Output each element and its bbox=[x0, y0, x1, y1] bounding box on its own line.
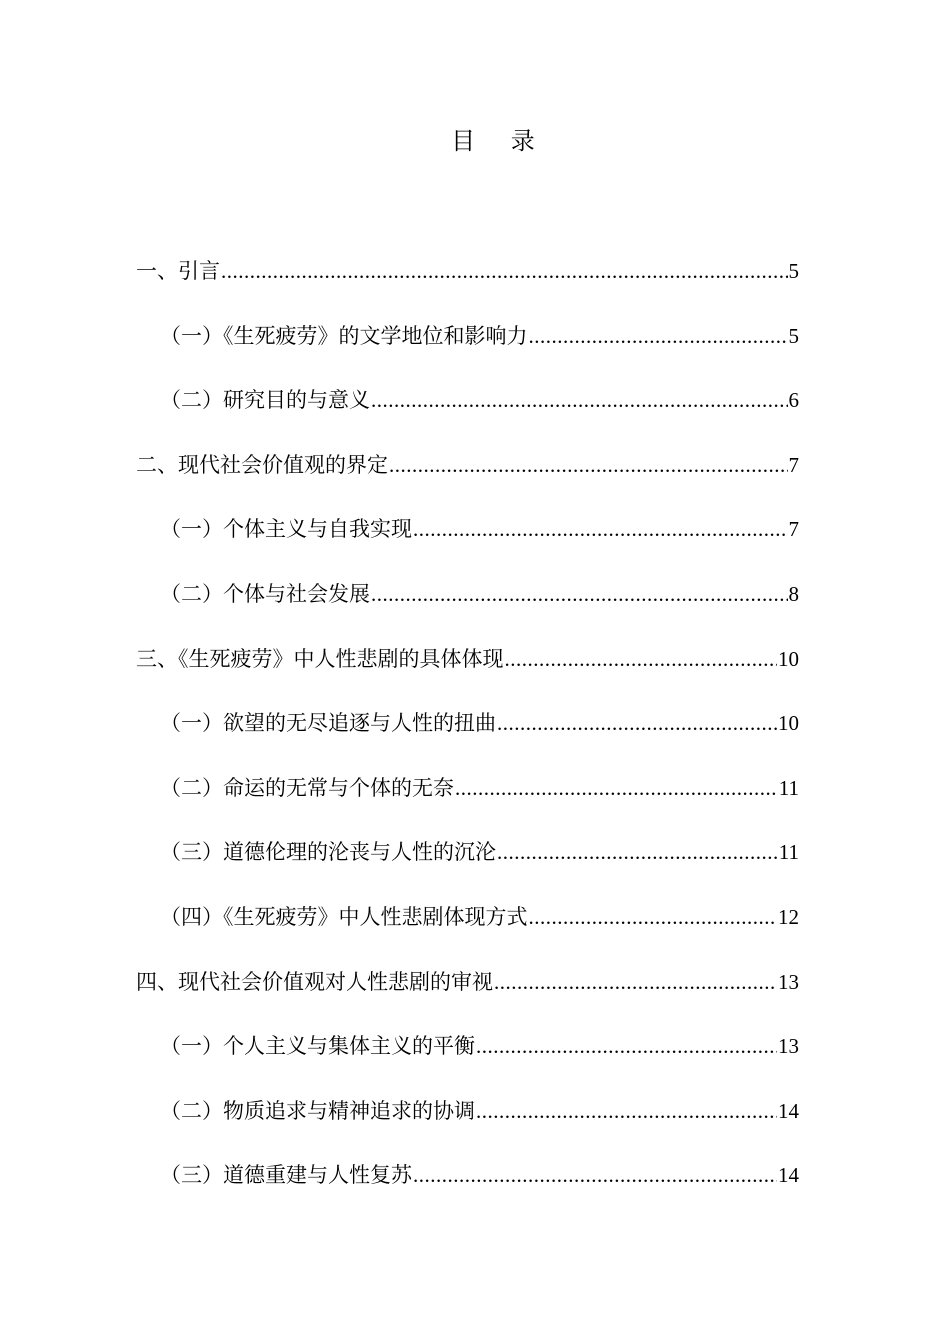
toc-entry-literary-status[interactable] bbox=[136, 318, 799, 383]
toc-dot-leader bbox=[371, 576, 788, 612]
toc-list bbox=[136, 253, 799, 1222]
toc-entry-moral-decline[interactable] bbox=[136, 834, 799, 899]
toc-entry-label: （一）个人主义与集体主义的平衡 bbox=[160, 1034, 475, 1059]
toc-entry-page: 10 bbox=[778, 711, 799, 736]
toc-entry-label: （三）道德重建与人性复苏 bbox=[160, 1163, 412, 1188]
toc-entry-label: 三、《生死疲劳》中人性悲剧的具体体现 bbox=[136, 646, 504, 671]
toc-entry-page: 10 bbox=[778, 646, 799, 671]
toc-entry-page: 5 bbox=[788, 323, 799, 348]
toc-dot-leader bbox=[413, 1157, 777, 1193]
toc-dot-leader bbox=[494, 964, 777, 1000]
toc-entry-label: （一）个体主义与自我实现 bbox=[160, 517, 412, 542]
toc-entry-page: 14 bbox=[778, 1163, 799, 1188]
toc-entry-fate[interactable] bbox=[136, 770, 799, 835]
toc-entry-values-review[interactable] bbox=[136, 964, 799, 1029]
toc-entry-page: 14 bbox=[778, 1098, 799, 1123]
toc-entry-page: 8 bbox=[788, 581, 799, 606]
toc-dot-leader bbox=[529, 318, 788, 354]
toc-entry-intro[interactable] bbox=[136, 253, 799, 318]
toc-entry-label: 一、引言 bbox=[136, 259, 220, 283]
toc-dot-leader bbox=[476, 1028, 777, 1064]
toc-entry-label: 四、现代社会价值观对人性悲剧的审视 bbox=[136, 969, 493, 994]
toc-entry-balance[interactable] bbox=[136, 1028, 799, 1093]
toc-dot-leader bbox=[529, 899, 778, 935]
toc-entry-page: 7 bbox=[788, 452, 799, 477]
toc-entry-desire[interactable] bbox=[136, 705, 799, 770]
toc-entry-label: （二）研究目的与意义 bbox=[160, 388, 370, 413]
toc-dot-leader bbox=[413, 511, 788, 547]
toc-dot-leader bbox=[389, 447, 788, 483]
toc-dot-leader bbox=[505, 641, 778, 677]
toc-dot-leader bbox=[371, 382, 788, 418]
toc-entry-label: （二）命运的无常与个体的无奈 bbox=[160, 775, 454, 800]
toc-entry-research-purpose[interactable] bbox=[136, 382, 799, 447]
toc-entry-tragedy-manifestation[interactable] bbox=[136, 641, 799, 706]
toc-entry-individualism[interactable] bbox=[136, 511, 799, 576]
toc-entry-social-development[interactable] bbox=[136, 576, 799, 641]
toc-entry-tragedy-modes[interactable] bbox=[136, 899, 799, 964]
toc-title: 目 录 bbox=[451, 127, 549, 155]
toc-entry-page: 13 bbox=[778, 1034, 799, 1059]
toc-entry-label: （二）个体与社会发展 bbox=[160, 581, 370, 606]
toc-entry-label: 二、现代社会价值观的界定 bbox=[136, 452, 388, 477]
toc-entry-label: （三）道德伦理的沦丧与人性的沉沦 bbox=[160, 840, 496, 865]
toc-entry-moral-rebuilding[interactable] bbox=[136, 1157, 799, 1222]
toc-entry-modern-values[interactable] bbox=[136, 447, 799, 512]
toc-entry-coordination[interactable] bbox=[136, 1093, 799, 1158]
toc-dot-leader bbox=[497, 834, 778, 870]
toc-entry-page: 12 bbox=[778, 904, 799, 929]
toc-dot-leader bbox=[455, 770, 778, 806]
toc-entry-label: （四）《生死疲劳》中人性悲剧体现方式 bbox=[160, 904, 528, 929]
toc-entry-page: 11 bbox=[778, 775, 799, 800]
toc-entry-page: 11 bbox=[778, 840, 799, 865]
toc-entry-label: （一）《生死疲劳》的文学地位和影响力 bbox=[160, 323, 528, 348]
toc-entry-label: （一）欲望的无尽追逐与人性的扭曲 bbox=[160, 711, 496, 736]
toc-entry-label: （二）物质追求与精神追求的协调 bbox=[160, 1098, 475, 1123]
toc-entry-page: 5 bbox=[788, 259, 799, 283]
toc-entry-page: 6 bbox=[788, 388, 799, 413]
toc-entry-page: 7 bbox=[788, 517, 799, 542]
toc-dot-leader bbox=[497, 705, 777, 741]
toc-dot-leader bbox=[476, 1093, 777, 1129]
toc-entry-page: 13 bbox=[778, 969, 799, 994]
toc-dot-leader bbox=[221, 253, 788, 289]
